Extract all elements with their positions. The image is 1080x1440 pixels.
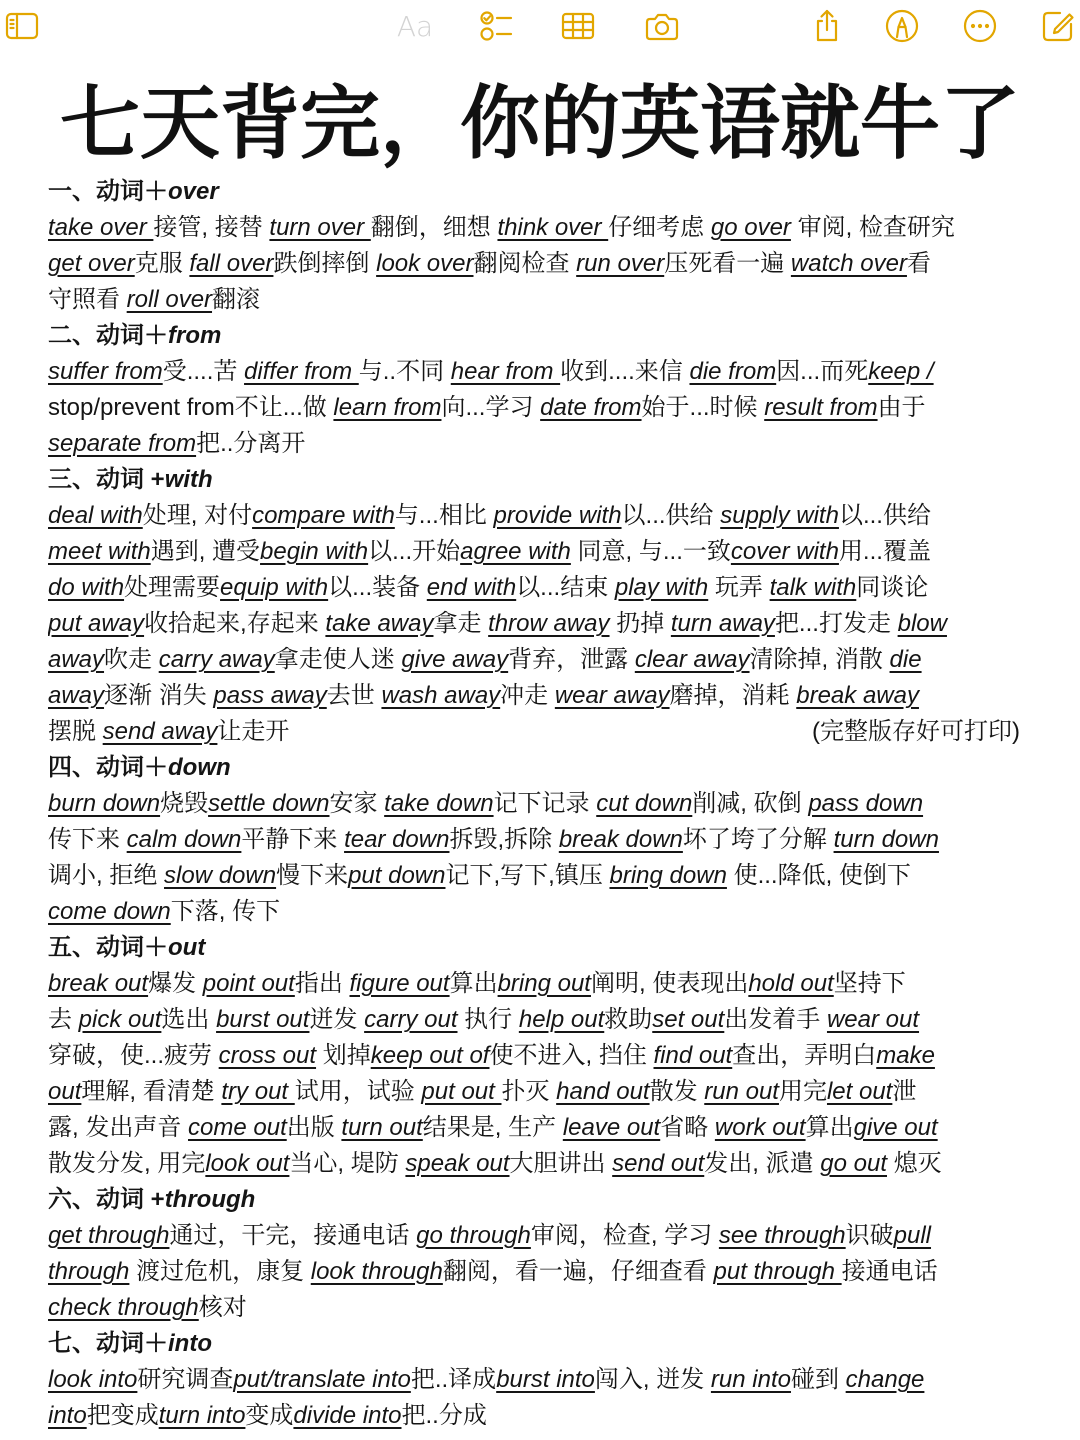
gloss: 闯入, 迸发	[594, 1366, 711, 1393]
phrase: settle down	[208, 790, 330, 817]
phrase: burn down	[48, 790, 161, 817]
phrase: look through	[310, 1258, 443, 1285]
text-line	[48, 246, 1032, 282]
gloss: 以...开始	[368, 538, 461, 565]
sidebar-icon[interactable]	[4, 8, 40, 44]
phrase: turn down	[833, 826, 939, 853]
section-heading-prefix: 五、动词＋	[48, 934, 168, 961]
gloss: 向...学习	[441, 394, 541, 421]
phrase: watch over	[790, 250, 907, 277]
gloss: 翻阅，看一遍，仔细查看	[442, 1258, 714, 1285]
gloss: 传下来	[48, 826, 127, 853]
gloss: 执行	[457, 1006, 519, 1033]
phrase: begin with	[260, 538, 369, 565]
gloss: 压死看一遍	[664, 250, 791, 277]
phrase: hear from	[450, 358, 561, 385]
gloss: 让走开	[217, 718, 290, 745]
section-heading	[48, 930, 1032, 966]
section-heading-prefix: 六、动词 +	[48, 1186, 165, 1213]
phrase: put away	[48, 610, 145, 637]
gloss: 把变成	[86, 1402, 159, 1429]
table-icon[interactable]	[560, 8, 596, 44]
gloss: 迸发	[309, 1006, 365, 1033]
phrase: get over	[48, 250, 135, 277]
gloss: 坏了垮了分解	[682, 826, 834, 853]
gloss: 算出	[449, 970, 498, 997]
gloss: 翻滚	[212, 286, 261, 313]
phrase: figure out	[349, 970, 450, 997]
phrase: try out	[221, 1078, 295, 1105]
phrase: die	[889, 646, 922, 673]
gloss: 大胆讲出	[509, 1150, 613, 1177]
phrase: equip with	[220, 574, 329, 601]
gloss: 扑灭	[501, 1078, 557, 1105]
text-line	[48, 606, 1032, 642]
phrase: fall over	[189, 250, 274, 277]
gloss: 划掉	[316, 1042, 371, 1069]
phrase: separate from	[48, 430, 197, 457]
text-line	[48, 282, 1032, 318]
gloss: 拿走使人迷	[274, 646, 402, 673]
phrase: hold out	[748, 970, 834, 997]
gloss: 识破	[845, 1222, 894, 1249]
phrase: break down	[558, 826, 683, 853]
text-line	[48, 1002, 1032, 1038]
gloss: 去	[48, 1006, 79, 1033]
gloss: 查出，弄明白	[732, 1042, 877, 1069]
text-line	[48, 570, 1032, 606]
phrase: die from	[689, 358, 777, 385]
section-heading-word: through	[164, 1186, 256, 1213]
gloss: 背弃，泄露	[508, 646, 635, 673]
phrase: turn over	[269, 214, 371, 241]
gloss: 出发着手	[724, 1006, 827, 1033]
gloss: 当心, 堤防	[289, 1150, 406, 1177]
gloss: 记下,写下,镇压	[445, 862, 610, 889]
gloss: 下落, 传下	[170, 898, 281, 925]
text-line	[48, 1110, 1032, 1146]
gloss: 穿破，使...疲劳	[48, 1042, 219, 1069]
section-heading	[48, 1182, 1032, 1218]
gloss: 以...装备	[328, 574, 427, 601]
phrase: pull	[893, 1222, 932, 1249]
phrase: send away	[102, 718, 218, 745]
phrase: wear away	[554, 682, 670, 709]
phrase: look out	[205, 1150, 290, 1177]
section-heading-prefix: 七、动词＋	[48, 1330, 168, 1357]
gloss: 爆发	[148, 970, 203, 997]
phrase: run into	[710, 1366, 791, 1393]
note-editor[interactable]	[0, 52, 1080, 1440]
phrase: turn into	[158, 1402, 246, 1429]
phrase: see through	[718, 1222, 846, 1249]
gloss: 把...打发走	[774, 610, 898, 637]
gloss: 渡过危机，康复	[129, 1258, 311, 1285]
phrase: let out	[826, 1078, 893, 1105]
phrase: turn out	[341, 1114, 423, 1141]
gloss: 守照看	[48, 286, 127, 313]
section-heading	[48, 1326, 1032, 1362]
gloss: 接管, 接替	[153, 214, 270, 241]
phrase: keep /	[868, 358, 934, 385]
text-line	[48, 390, 1032, 426]
text-line	[48, 354, 1032, 390]
gloss: 冲走	[500, 682, 555, 709]
phrase: give away	[401, 646, 509, 673]
gloss: 把..分成	[401, 1402, 487, 1429]
gloss: 翻阅检查	[473, 250, 577, 277]
text-line	[48, 858, 1032, 894]
markup-button[interactable]	[882, 6, 922, 46]
gloss: 碰到	[790, 1366, 846, 1393]
text-format-button[interactable]	[395, 6, 435, 46]
gloss: 以...供给	[838, 502, 931, 529]
section-heading	[48, 462, 1032, 498]
gloss: 结果是, 生产	[422, 1114, 563, 1141]
section-heading-word: from	[168, 322, 222, 349]
phrase: suffer from	[48, 358, 163, 385]
text-line	[48, 714, 1032, 750]
gloss: 清除掉, 消散	[749, 646, 890, 673]
phrase: supply with	[720, 502, 839, 529]
phrase: get through	[48, 1222, 170, 1249]
note-title: 七天背完，你的英语就牛了	[60, 79, 1020, 168]
gloss: 审阅, 检查研究	[790, 214, 955, 241]
gloss: 始于...时候	[641, 394, 765, 421]
phrase: end with	[426, 574, 517, 601]
more-ellipsis-icon[interactable]	[962, 8, 998, 44]
gloss: 收到....来信	[560, 358, 690, 385]
share-icon[interactable]	[809, 8, 845, 44]
gloss: 散发	[649, 1078, 705, 1105]
gloss: 逐渐 消失	[104, 682, 214, 709]
text-line	[48, 678, 1032, 714]
gloss: 核对	[198, 1294, 247, 1321]
phrase: through	[48, 1258, 130, 1285]
gloss: 与...相比	[394, 502, 494, 529]
text-line	[48, 1254, 1032, 1290]
gloss: 仔细考虑	[608, 214, 711, 241]
gloss: 翻倒，细想	[370, 214, 498, 241]
gloss: 记下记录	[493, 790, 597, 817]
phrase: run out	[704, 1078, 779, 1105]
gloss: stop/prevent from不让...做	[48, 394, 334, 421]
phrase: blow	[897, 610, 947, 637]
gloss: 摆脱	[48, 718, 103, 745]
phrase: set out	[652, 1006, 725, 1033]
gloss: 收拾起来,存起来	[144, 610, 326, 637]
section-heading-word: into	[168, 1330, 212, 1357]
gloss: 熄灭	[887, 1150, 942, 1177]
text-line	[48, 426, 1032, 462]
phrase: work out	[714, 1114, 806, 1141]
section-heading-prefix: 二、动词＋	[48, 322, 168, 349]
gloss: 削减, 砍倒	[692, 790, 809, 817]
phrase: go over	[710, 214, 791, 241]
gloss: 接通电话	[841, 1258, 938, 1285]
gloss: 救助	[604, 1006, 653, 1033]
phrase: do with	[48, 574, 125, 601]
more-button[interactable]	[960, 6, 1000, 46]
gloss: 同谈论	[856, 574, 929, 601]
gloss: 因...而死	[776, 358, 869, 385]
section-heading	[48, 318, 1032, 354]
phrase: cross out	[218, 1042, 317, 1069]
phrase: talk with	[769, 574, 857, 601]
section-heading-word: down	[168, 754, 231, 781]
phrase: come out	[188, 1114, 287, 1141]
phrase: roll over	[126, 286, 213, 313]
phrase: play with	[614, 574, 709, 601]
text-line	[48, 786, 1032, 822]
phrase: bring out	[497, 970, 591, 997]
gloss: 拿走	[433, 610, 489, 637]
phrase: tear down	[344, 826, 450, 853]
text-format-label: Aa	[396, 9, 434, 43]
phrase: go through	[416, 1222, 531, 1249]
phrase: divide into	[293, 1402, 402, 1429]
phrase: provide with	[493, 502, 622, 529]
gloss: 使不进入, 挡住	[489, 1042, 654, 1069]
section-heading-word: with	[164, 466, 213, 493]
gloss: 烧毁	[160, 790, 209, 817]
phrase: cut down	[596, 790, 693, 817]
text-line	[48, 894, 1032, 930]
phrase: wear out	[826, 1006, 920, 1033]
phrase: speak out	[405, 1150, 510, 1177]
phrase: take away	[325, 610, 434, 637]
gloss: 研究调查	[137, 1366, 234, 1393]
gloss: 慢下来	[276, 862, 349, 889]
phrase: differ from	[244, 358, 359, 385]
gloss: 遇到, 遭受	[150, 538, 261, 565]
phrase: result from	[764, 394, 878, 421]
phrase: calm down	[126, 826, 242, 853]
phrase: pick out	[78, 1006, 162, 1033]
phrase: look over	[376, 250, 474, 277]
note-body	[48, 174, 1032, 1434]
gloss: 使...降低, 使倒下	[726, 862, 911, 889]
phrase: change	[845, 1366, 925, 1393]
phrase: deal with	[48, 502, 143, 529]
gloss: 磨掉，消耗	[669, 682, 797, 709]
phrase: think over	[497, 214, 609, 241]
gloss: 指出	[294, 970, 350, 997]
text-line	[48, 210, 1032, 246]
gloss: 坚持下	[833, 970, 906, 997]
camera-icon[interactable]	[644, 8, 680, 44]
checklist-button[interactable]	[476, 6, 516, 46]
gloss: 以...供给	[621, 502, 721, 529]
phrase: date from	[540, 394, 642, 421]
section-heading	[48, 174, 1032, 210]
phrase: make	[876, 1042, 935, 1069]
phrase: meet with	[48, 538, 151, 565]
phrase: put out	[421, 1078, 502, 1105]
section-heading-prefix: 三、动词 +	[48, 466, 165, 493]
gloss: 把..分离开	[196, 430, 306, 457]
gloss: 变成	[245, 1402, 294, 1429]
phrase: break away	[796, 682, 919, 709]
text-line	[48, 1146, 1032, 1182]
phrase: learn from	[333, 394, 442, 421]
phrase: wash away	[381, 682, 501, 709]
phrase: bring down	[609, 862, 727, 889]
phrase: turn away	[670, 610, 775, 637]
phrase: take down	[384, 790, 494, 817]
gloss: 省略	[660, 1114, 715, 1141]
gloss: 跌倒摔倒	[273, 250, 377, 277]
phrase: clear away	[634, 646, 750, 673]
phrase: pass down	[808, 790, 924, 817]
checklist-icon[interactable]	[478, 8, 514, 44]
gloss: 扔掉	[609, 610, 671, 637]
phrase: agree with	[460, 538, 571, 565]
phrase: into	[48, 1402, 87, 1429]
phrase: throw away	[488, 610, 610, 637]
gloss: 散发分发, 用完	[48, 1150, 206, 1177]
text-line	[48, 1290, 1032, 1326]
section-heading-word: out	[168, 934, 206, 961]
gloss: 发出, 派遣	[704, 1150, 821, 1177]
phrase: carry away	[158, 646, 275, 673]
gloss: 算出	[805, 1114, 854, 1141]
gloss: 克服	[134, 250, 190, 277]
text-line	[48, 1218, 1032, 1254]
gloss: 看	[906, 250, 931, 277]
table-button[interactable]	[558, 6, 598, 46]
phrase: check through	[48, 1294, 199, 1321]
gloss: 露, 发出声音	[48, 1114, 189, 1141]
phrase: carry out	[364, 1006, 458, 1033]
text-line	[48, 642, 1032, 678]
phrase: compare with	[252, 502, 395, 529]
phrase: burst into	[496, 1366, 595, 1393]
gloss: 吹走	[104, 646, 159, 673]
phrase: away	[48, 646, 105, 673]
gloss: 安家	[329, 790, 385, 817]
phrase: go out	[820, 1150, 887, 1177]
phrase: cover with	[730, 538, 839, 565]
phrase: put through	[713, 1258, 842, 1285]
phrase: send out	[612, 1150, 705, 1177]
print-note: (完整版存好可打印)	[812, 718, 1020, 745]
sidebar-toggle-button[interactable]	[2, 6, 42, 46]
gloss: 同意, 与...一致	[570, 538, 731, 565]
phrase: take over	[48, 214, 154, 241]
phrase: point out	[202, 970, 295, 997]
gloss: 用...覆盖	[838, 538, 931, 565]
compose-icon[interactable]	[1040, 8, 1076, 44]
gloss: 处理, 对付	[142, 502, 253, 529]
markup-pen-icon[interactable]	[884, 8, 920, 44]
phrase: out	[48, 1078, 82, 1105]
gloss: 拆毁,拆除	[449, 826, 559, 853]
phrase: put down	[348, 862, 446, 889]
camera-button[interactable]	[642, 6, 682, 46]
text-line	[48, 966, 1032, 1002]
phrase: pass away	[213, 682, 327, 709]
phrase: give out	[853, 1114, 938, 1141]
text-line	[48, 1362, 1032, 1398]
gloss: 与..不同	[358, 358, 451, 385]
gloss: 把..译成	[410, 1366, 497, 1393]
phrase: put/translate into	[233, 1366, 411, 1393]
text-line	[48, 822, 1032, 858]
gloss: 理解, 看清楚	[81, 1078, 222, 1105]
phrase: break out	[48, 970, 149, 997]
gloss: 审阅，检查, 学习	[530, 1222, 719, 1249]
gloss: 去世	[326, 682, 382, 709]
phrase: run over	[576, 250, 665, 277]
phrase: slow down	[164, 862, 277, 889]
section-heading-prefix: 四、动词＋	[48, 754, 168, 781]
phrase: help out	[518, 1006, 605, 1033]
share-button[interactable]	[807, 6, 847, 46]
phrase: look into	[48, 1366, 138, 1393]
gloss: 通过，干完，接通电话	[169, 1222, 417, 1249]
gloss: 以...结束	[516, 574, 615, 601]
text-line	[48, 498, 1032, 534]
phrase: away	[48, 682, 105, 709]
notes-toolbar	[0, 0, 1080, 52]
gloss: 由于	[877, 394, 926, 421]
text-line	[48, 1038, 1032, 1074]
gloss: 玩弄	[708, 574, 770, 601]
gloss: 泄	[892, 1078, 917, 1105]
section-heading-prefix: 一、动词＋	[48, 178, 168, 205]
section-heading	[48, 750, 1032, 786]
section-heading-word: over	[168, 178, 219, 205]
text-line	[48, 1398, 1032, 1434]
gloss: 选出	[161, 1006, 217, 1033]
gloss: 处理需要	[124, 574, 221, 601]
compose-button[interactable]	[1038, 6, 1078, 46]
gloss: 受....苦	[162, 358, 245, 385]
text-line	[48, 1074, 1032, 1110]
gloss: 平静下来	[241, 826, 345, 853]
phrase: keep out of	[370, 1042, 490, 1069]
phrase: burst out	[216, 1006, 310, 1033]
gloss: 出版	[286, 1114, 342, 1141]
gloss: 试用，试验	[294, 1078, 422, 1105]
phrase: hand out	[556, 1078, 650, 1105]
gloss: 调小, 拒绝	[48, 862, 165, 889]
phrase: leave out	[562, 1114, 661, 1141]
gloss: 用完	[778, 1078, 827, 1105]
gloss: 阐明, 使表现出	[590, 970, 749, 997]
phrase: find out	[653, 1042, 733, 1069]
phrase: come down	[48, 898, 171, 925]
text-line	[48, 534, 1032, 570]
